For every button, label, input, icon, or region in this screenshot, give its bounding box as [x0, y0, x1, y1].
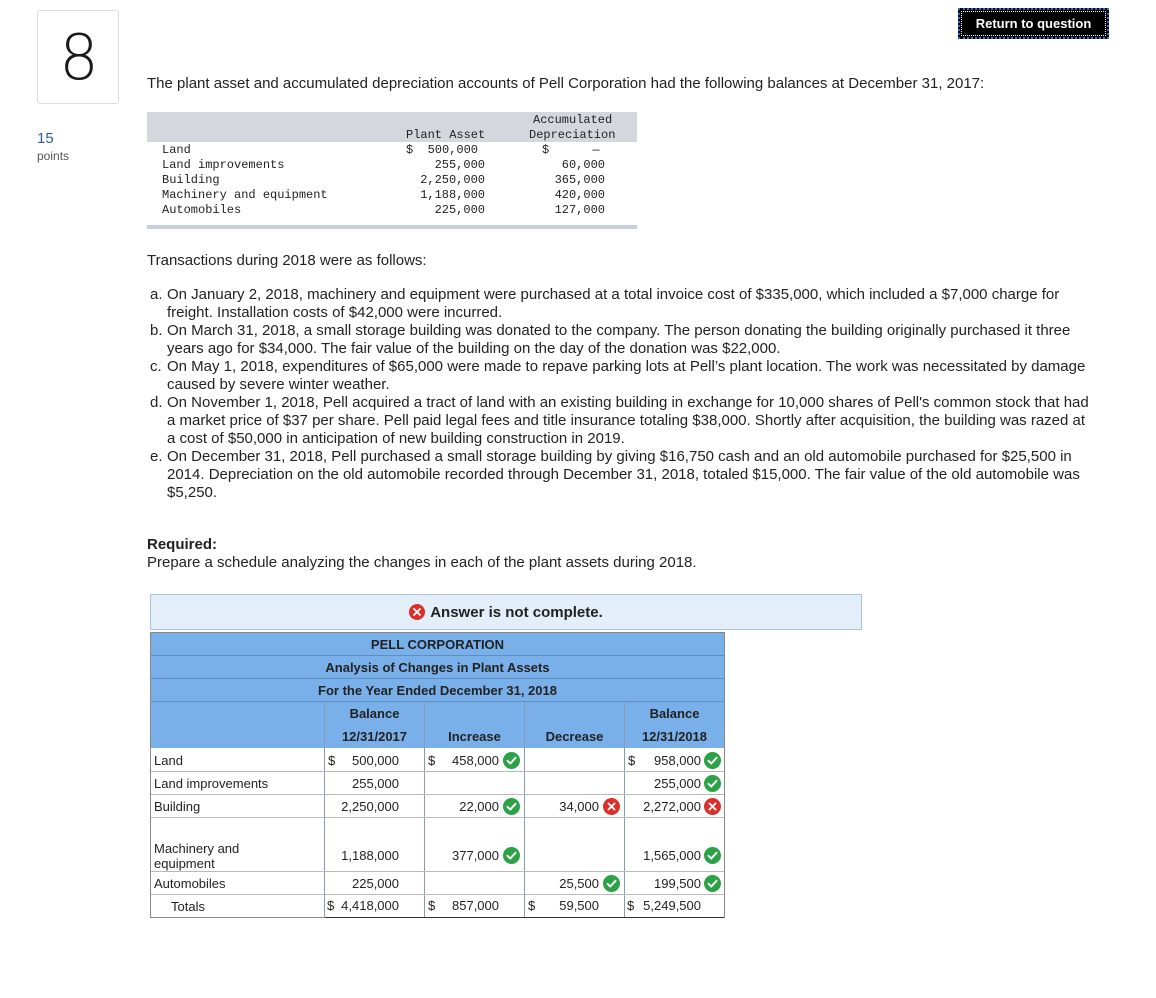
incorrect-x-icon [603, 798, 620, 815]
land-start-value[interactable]: 500,000 [352, 753, 399, 768]
balance-2017-header-2: 12/31/2017 [325, 725, 424, 748]
correct-check-icon [704, 775, 721, 792]
transaction-item [150, 322, 1095, 358]
dollar-sign: $ [327, 898, 335, 913]
row-label-land-improvements: Land improvements [154, 776, 269, 791]
row-label-totals: Totals [171, 899, 205, 914]
transaction-item [150, 286, 1095, 322]
table-title-period: For the Year Ended December 31, 2018 [151, 679, 724, 702]
dollar-sign: $ [528, 898, 536, 913]
balance-2018-header-1: Balance [625, 702, 724, 725]
building-start-value[interactable]: 2,250,000 [341, 799, 399, 814]
col-divider [324, 702, 325, 918]
dollar-sign: $ [428, 753, 436, 768]
transaction-text: On March 31, 2018, a small storage building was donated to the company. The person donating the building originally purchased it three years ago for $34,000. The fair value of the building on the day of the donation was $22,000. [167, 322, 1071, 357]
dollar-sign: $ [627, 898, 635, 913]
transaction-label: c. [150, 358, 162, 375]
balance-accum: 127,000 [554, 203, 605, 217]
row-label-land: Land [154, 753, 183, 768]
row-divider [151, 871, 724, 872]
building-decrease-value[interactable]: 34,000 [559, 799, 599, 814]
transaction-text: On May 1, 2018, expenditures of $65,000 were made to repave parking lots at Pell’s plant location. The work was necessitated by damage caused by severe winter weather. [167, 358, 1086, 393]
plant-asset-header: Plant Asset [406, 128, 486, 142]
machinery-start-value[interactable]: 1,188,000 [341, 848, 399, 863]
balance-2017-header-1: Balance [325, 702, 424, 725]
building-end-value[interactable]: 2,272,000 [643, 799, 701, 814]
incorrect-x-icon [704, 798, 721, 815]
label-header-cell [151, 702, 324, 748]
row-divider [151, 894, 724, 895]
balance-plant: 255,000 [434, 158, 485, 172]
dollar-sign: $ [428, 898, 436, 913]
decrease-header-blank [525, 702, 624, 725]
totals-start-value[interactable]: 4,418,000 [341, 898, 399, 913]
correct-check-icon [503, 752, 520, 769]
transaction-text: On January 2, 2018, machinery and equipment were purchased at a total invoice cost of $335,000, which included a $7,000 charge for freight. Installation costs of $42,000 were incurred. [167, 286, 1060, 321]
transaction-label: e. [150, 448, 163, 465]
automobiles-start-value[interactable]: 225,000 [352, 876, 399, 891]
land-improvements-end-value[interactable]: 255,000 [654, 776, 701, 791]
dollar-sign: $ [328, 753, 336, 768]
table-title-analysis: Analysis of Changes in Plant Assets [151, 656, 724, 679]
transaction-item [150, 448, 1095, 502]
correct-check-icon [503, 798, 520, 815]
balance-plant: 1,188,000 [420, 188, 485, 202]
land-improvements-start-value[interactable]: 255,000 [352, 776, 399, 791]
transaction-label: a. [150, 286, 163, 303]
decrease-header: Decrease [525, 725, 624, 748]
row-divider [151, 794, 724, 795]
balance-label: Land [162, 143, 191, 157]
balances-table [147, 112, 637, 229]
correct-check-icon [704, 847, 721, 864]
balance-accum: 420,000 [554, 188, 605, 202]
correct-check-icon [503, 847, 520, 864]
increase-header-blank [425, 702, 524, 725]
land-increase-value[interactable]: 458,000 [452, 753, 499, 768]
row-divider [151, 817, 724, 818]
col-divider [424, 702, 425, 918]
banner-text: Answer is not complete. [430, 603, 603, 621]
col-divider [524, 702, 525, 918]
correct-check-icon [704, 875, 721, 892]
dollar-sign: $ [628, 753, 636, 768]
totals-decrease-value[interactable]: 59,500 [559, 898, 599, 913]
row-label-building: Building [154, 799, 201, 814]
correct-check-icon [603, 875, 620, 892]
automobiles-end-value[interactable]: 199,500 [654, 876, 701, 891]
row-divider [151, 771, 724, 772]
intro-text: The plant asset and accumulated depreciation accounts of Pell Corporation had the following balances at December 31, 2017: [147, 75, 985, 92]
analysis-table [150, 632, 725, 918]
balance-label: Land improvements [162, 158, 285, 172]
totals-increase-value[interactable]: 857,000 [452, 898, 499, 913]
incorrect-icon [409, 604, 425, 620]
balance-label: Building [162, 173, 220, 187]
balance-plant: $ 500,000 [406, 143, 479, 157]
increase-header: Increase [425, 725, 524, 748]
required-text: Prepare a schedule analyzing the changes in each of the plant assets during 2018. [147, 554, 697, 571]
row-label-automobiles: Automobiles [154, 876, 226, 891]
question-number-box [37, 10, 119, 104]
col-divider [624, 702, 625, 918]
transactions-heading: Transactions during 2018 were as follows: [147, 252, 427, 269]
transaction-text: On December 31, 2018, Pell purchased a small storage building by giving $16,750 cash and an old automobile purchased for $25,500 in 2014. Depreciation on the old automobile recorded through December 31, 2018, totaled $15,000. The fair value of the old automobile was $5,250. [167, 448, 1080, 501]
balance-plant: 2,250,000 [420, 173, 485, 187]
totals-end-value[interactable]: 5,249,500 [643, 898, 701, 913]
transaction-text: On November 1, 2018, Pell acquired a tract of land with an existing building in exchange for 10,000 shares of Pell's common stock that had a market price of $37 per share. Pell paid legal fees and title insurance totaling $38,000. Shortly after acquisition, the building was razed at a cost of $50,000 in anticipation of new building construction in 2019. [167, 394, 1089, 447]
balance-accum: $ — [542, 143, 600, 157]
balance-2018-header-2: 12/31/2018 [625, 725, 724, 748]
row-label-machinery: Machinery and equipment [154, 841, 240, 871]
answer-status-banner [150, 594, 862, 630]
correct-check-icon [704, 752, 721, 769]
totals-underline [325, 917, 724, 918]
transaction-item [150, 358, 1095, 394]
balance-plant: 225,000 [434, 203, 485, 217]
return-to-question-button[interactable]: Return to question [958, 8, 1109, 39]
building-increase-value[interactable]: 22,000 [459, 799, 499, 814]
transaction-label: d. [150, 394, 163, 411]
table-title-company: PELL CORPORATION [151, 633, 724, 656]
balance-label: Automobiles [162, 203, 242, 217]
automobiles-decrease-value[interactable]: 25,500 [559, 876, 599, 891]
transaction-item [150, 394, 1095, 448]
accum-header-line2: Depreciation [529, 128, 616, 142]
points-label: points [37, 149, 70, 163]
transaction-label: b. [150, 322, 163, 339]
balance-label: Machinery and equipment [162, 188, 328, 202]
machinery-increase-value[interactable]: 377,000 [452, 848, 499, 863]
balance-accum: 60,000 [561, 158, 605, 172]
land-end-value[interactable]: 958,000 [654, 753, 701, 768]
balance-accum: 365,000 [554, 173, 605, 187]
question-number: 8 [59, 21, 99, 94]
machinery-end-value[interactable]: 1,565,000 [643, 848, 701, 863]
required-heading: Required: [147, 536, 218, 553]
accum-header-line1: Accumulated [533, 113, 613, 127]
transactions-list [150, 286, 1095, 502]
points-value: 15 [37, 130, 54, 147]
